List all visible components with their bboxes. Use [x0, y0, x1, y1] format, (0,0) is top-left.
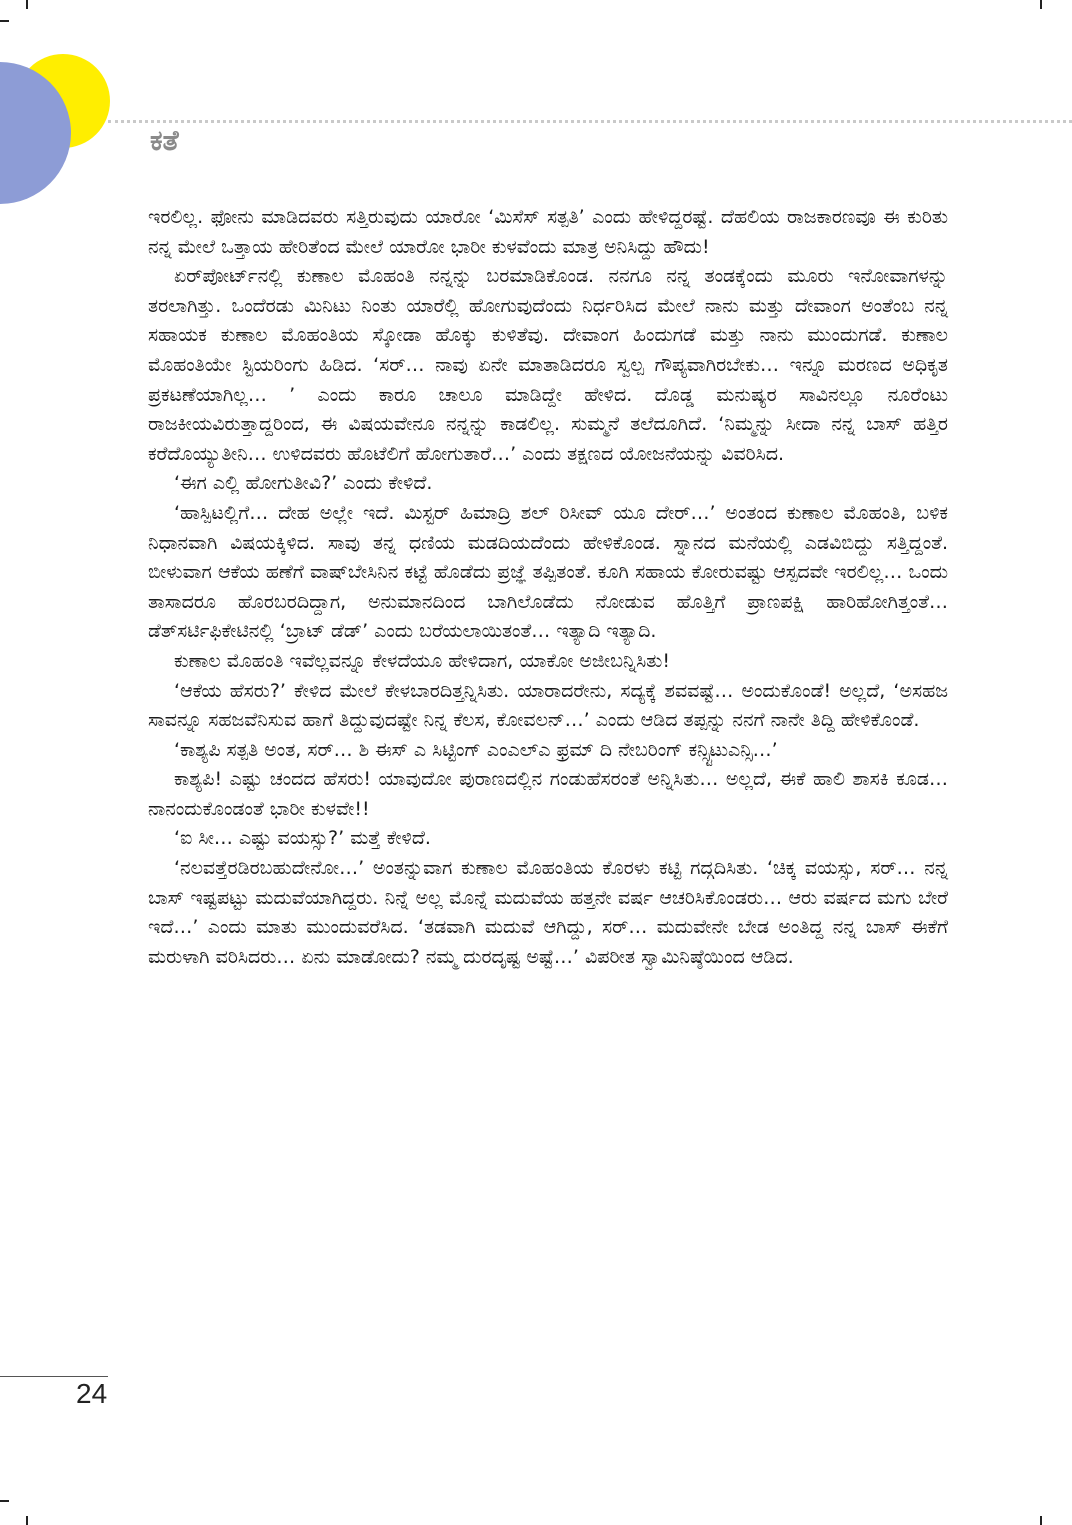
crop-mark-left-lower: [0, 1500, 9, 1502]
page-number-rule: [0, 1376, 108, 1377]
paragraph: ‘ಐ ಸೀ… ಎಷ್ಟು ವಯಸ್ಸು?’ ಮತ್ತೆ ಕೇಳಿದೆ.: [174, 827, 431, 850]
paragraph: ಕುಣಾಲ ಮೊಹಂತಿ ಇವೆಲ್ಲವನ್ನೂ ಕೇಳದೆಯೂ ಹೇಳಿದಾಗ, ಯಾಕೋ ಅಜೀಬನ್ನಿಸಿತು!: [174, 649, 670, 672]
decorative-circles: [0, 0, 140, 220]
dotted-header-rule: [108, 120, 1072, 123]
paragraph: ‘ಈಗ ಎಲ್ಲಿ ಹೋಗುತೀವಿ?’ ಎಂದು ಕೇಳಿದೆ.: [174, 472, 433, 495]
crop-mark-bottom-left: [26, 1516, 28, 1525]
paragraph: ಏರ್‌ಪೋರ್ಟ್‌ನಲ್ಲಿ ಕುಣಾಲ ಮೊಹಂತಿ ನನ್ನನ್ನು ಬರಮಾಡಿಕೊಂಡ. ನನಗೂ ನನ್ನ ತಂಡಕ್ಕೆಂದು ಮೂರು ಇನೋವಾಗಳನ್ನು ತರಲಾಗಿತ್ತು. ಒಂದೆರಡು ಮಿನಿಟು ನಿಂತು ಯಾರೆಲ್ಲಿ ಹೋಗುವುದೆಂದು ನಿರ್ಧರಿಸಿದ ಮೇಲೆ ನಾನು ಮತ್ತು ದೇವಾಂಗ ಅಂತೆಂಬ ನನ್ನ ಸಹಾಯಕ ಕುಣಾಲ ಮೊಹಂತಿಯ ಸ್ಕೋಡಾ ಹೊಕ್ಕು ಕುಳಿತೆವು. ದೇವಾಂಗ ಹಿಂದುಗಡೆ ಮತ್ತು ನಾನು ಮುಂದುಗಡೆ. ಕುಣಾಲ ಮೊಹಂತಿಯೇ ಸ್ಟಿಯರಿಂಗು ಹಿಡಿದ. ‘ಸರ್… ನಾವು ಏನೇ ಮಾತಾಡಿದರೂ ಸ್ವಲ್ಪ ಗೌಪ್ಯವಾಗಿರಬೇಕು… ಇನ್ನೂ ಮರಣದ ಅಧಿಕೃತ ಪ್ರಕಟಣೆಯಾಗಿಲ್ಲ… ’ ಎಂದು ಕಾರೂ ಚಾಲೂ ಮಾಡಿದ್ದೇ ಹೇಳಿದ. ದೊಡ್ಡ ಮನುಷ್ಯರ ಸಾವಿನಲ್ಲೂ ನೂರೆಂಟು ರಾಜಕೀಯವಿರುತ್ತಾದ್ದರಿಂದ, ಈ ವಿಷಯವೇನೂ ನನ್ನನ್ನು ಕಾಡಲಿಲ್ಲ. ಸುಮ್ಮನೆ ತಲೆದೂಗಿದೆ. ‘ನಿಮ್ಮನ್ನು ಸೀದಾ ನನ್ನ ಬಾಸ್ ಹತ್ತಿರ ಕರೆದೊಯ್ಯುತೀನಿ… ಉಳಿದವರು ಹೊಟೆಲಿಗೆ ಹೋಗುತಾರೆ…’ ಎಂದು ತಕ್ಷಣದ ಯೋಜನೆಯನ್ನು ವಿವರಿಸಿದ.: [148, 265, 948, 465]
paragraph: ‘ಕಾಶ್ಯಪಿ ಸತ್ಪತಿ ಅಂತ, ಸರ್… ಶಿ ಈಸ್ ಎ ಸಿಟ್ಟಿಂಗ್ ಎಂಎಲ್‌ಎ ಫ್ರಮ್ ದಿ ನೇಬರಿಂಗ್ ಕನ್ಸ್ಟಿಟುಎನ್ಸಿ…’: [174, 738, 778, 761]
crop-mark-top-right: [1040, 0, 1042, 9]
page-number: 24: [76, 1378, 108, 1409]
paragraph: ‘ಹಾಸ್ಪಿಟಲ್ಲಿಗೆ… ದೇಹ ಅಲ್ಲೇ ಇದೆ. ಮಿಸ್ಟರ್ ಹಿಮಾದ್ರಿ ಶಲ್ ರಿಸೀವ್ ಯೂ ದೇರ್…’ ಅಂತಂದ ಕುಣಾಲ ಮೊಹಂತಿ, ಬಳಿಕ ನಿಧಾನವಾಗಿ ವಿಷಯಕ್ಕಿಳಿದ. ಸಾವು ತನ್ನ ಧಣಿಯ ಮಡದಿಯದೆಂದು ಹೇಳಿಕೊಂಡ. ಸ್ನಾನದ ಮನೆಯಲ್ಲಿ ಎಡವಿಬಿದ್ದು ಸತ್ತಿದ್ದಂತೆ. ಬೀಳುವಾಗ ಆಕೆಯ ಹಣೆಗೆ ವಾಷ್‌ಬೇಸಿನಿನ ಕಟ್ಟೆ ಹೊಡೆದು ಪ್ರಜ್ಞೆ ತಪ್ಪಿತಂತೆ. ಕೂಗಿ ಸಹಾಯ ಕೋರುವಷ್ಟು ಆಸ್ಪದವೇ ಇರಲಿಲ್ಲ… ಒಂದು ತಾಸಾದರೂ ಹೊರಬರದಿದ್ದಾಗ, ಅನುಮಾನದಿಂದ ಬಾಗಿಲೊಡೆದು ನೋಡುವ ಹೊತ್ತಿಗೆ ಪ್ರಾಣಪಕ್ಷಿ ಹಾರಿಹೋಗಿತ್ತಂತೆ… ಡೆತ್‌ಸರ್ಟಿಫಿಕೇಟಿನಲ್ಲಿ ‘ಬ್ರಾಟ್ ಡೆಡ್’ ಎಂದು ಬರೆಯಲಾಯಿತಂತೆ… ಇತ್ಯಾದಿ ಇತ್ಯಾದಿ.: [148, 501, 948, 643]
paragraph: ‘ನಲವತ್ತೆರಡಿರಬಹುದೇನೋ…’ ಅಂತನ್ನುವಾಗ ಕುಣಾಲ ಮೊಹಂತಿಯ ಕೊರಳು ಕಟ್ಟಿ ಗದ್ಗದಿಸಿತು. ‘ಚಿಕ್ಕ ವಯಸ್ಸು, ಸರ್… ನನ್ನ ಬಾಸ್ ಇಷ್ಟಪಟ್ಟು ಮದುವೆಯಾಗಿದ್ದರು. ನಿನ್ನೆ ಅಲ್ಲ ಮೊನ್ನೆ ಮದುವೆಯ ಹತ್ತನೇ ವರ್ಷ ಆಚರಿಸಿಕೊಂಡರು… ಆರು ವರ್ಷದ ಮಗು ಬೇರೆ ಇದೆ…’ ಎಂದು ಮಾತು ಮುಂದುವರೆಸಿದ. ‘ತಡವಾಗಿ ಮದುವೆ ಆಗಿದ್ದು, ಸರ್… ಮದುವೇನೇ ಬೇಡ ಅಂತಿದ್ದ ನನ್ನ ಬಾಸ್ ಈಕೆಗೆ ಮರುಳಾಗಿ ವರಿಸಿದರು… ಏನು ಮಾಡೋದು? ನಮ್ಮ ದುರದೃಷ್ಟ ಅಷ್ಟೆ…’ ವಿಪರೀತ ಸ್ವಾಮಿನಿಷ್ಠೆಯಿಂದ ಆಡಿದ.: [148, 857, 949, 968]
story-body: [148, 203, 948, 972]
section-title: ಕತೆ: [150, 124, 179, 157]
paragraph: ಕಾಶ್ಯಪಿ! ಎಷ್ಟು ಚಂದದ ಹೆಸರು! ಯಾವುದೋ ಪುರಾಣದಲ್ಲಿನ ಗಂಡುಹೆಸರಂತೆ ಅನ್ನಿಸಿತು… ಅಲ್ಲದೆ, ಈಕೆ ಹಾಲಿ ಶಾಸಕಿ ಕೂಡ… ನಾನಂದುಕೊಂಡಂತೆ ಭಾರೀ ಕುಳವೇ!!: [148, 768, 948, 820]
paragraph: ಇರಲಿಲ್ಲ. ಫೋನು ಮಾಡಿದವರು ಸತ್ತಿರುವುದು ಯಾರೋ ‘ಮಿಸೆಸ್ ಸತ್ಪತಿ’ ಎಂದು ಹೇಳಿದ್ದರಷ್ಟೆ. ದೆಹಲಿಯ ರಾಜಕಾರಣವೂ ಈ ಕುರಿತು ನನ್ನ ಮೇಲೆ ಒತ್ತಾಯ ಹೇರಿತೆಂದ ಮೇಲೆ ಯಾರೋ ಭಾರೀ ಕುಳವೆಂದು ಮಾತ್ರ ಅನಿಸಿದ್ದು ಹೌದು!: [148, 206, 948, 258]
crop-mark-bottom-right: [1040, 1516, 1042, 1525]
paragraph: ‘ಆಕೆಯ ಹೆಸರು?’ ಕೇಳಿದ ಮೇಲೆ ಕೇಳಬಾರದಿತ್ತನ್ನಿಸಿತು. ಯಾರಾದರೇನು, ಸದ್ಯಕ್ಕೆ ಶವವಷ್ಟೆ… ಅಂದುಕೊಂಡೆ! ಅಲ್ಲದೆ, ‘ಅಸಹಜ ಸಾವನ್ನೂ ಸಹಜವೆನಿಸುವ ಹಾಗೆ ತಿದ್ದುವುದಷ್ಟೇ ನಿನ್ನ ಕೆಲಸ, ಕೋವಲನ್…’ ಎಂದು ಆಡಿದ ತಪ್ಪನ್ನು ನನಗೆ ನಾನೇ ತಿದ್ದಿ ಹೇಳಿಕೊಂಡೆ.: [148, 679, 948, 732]
